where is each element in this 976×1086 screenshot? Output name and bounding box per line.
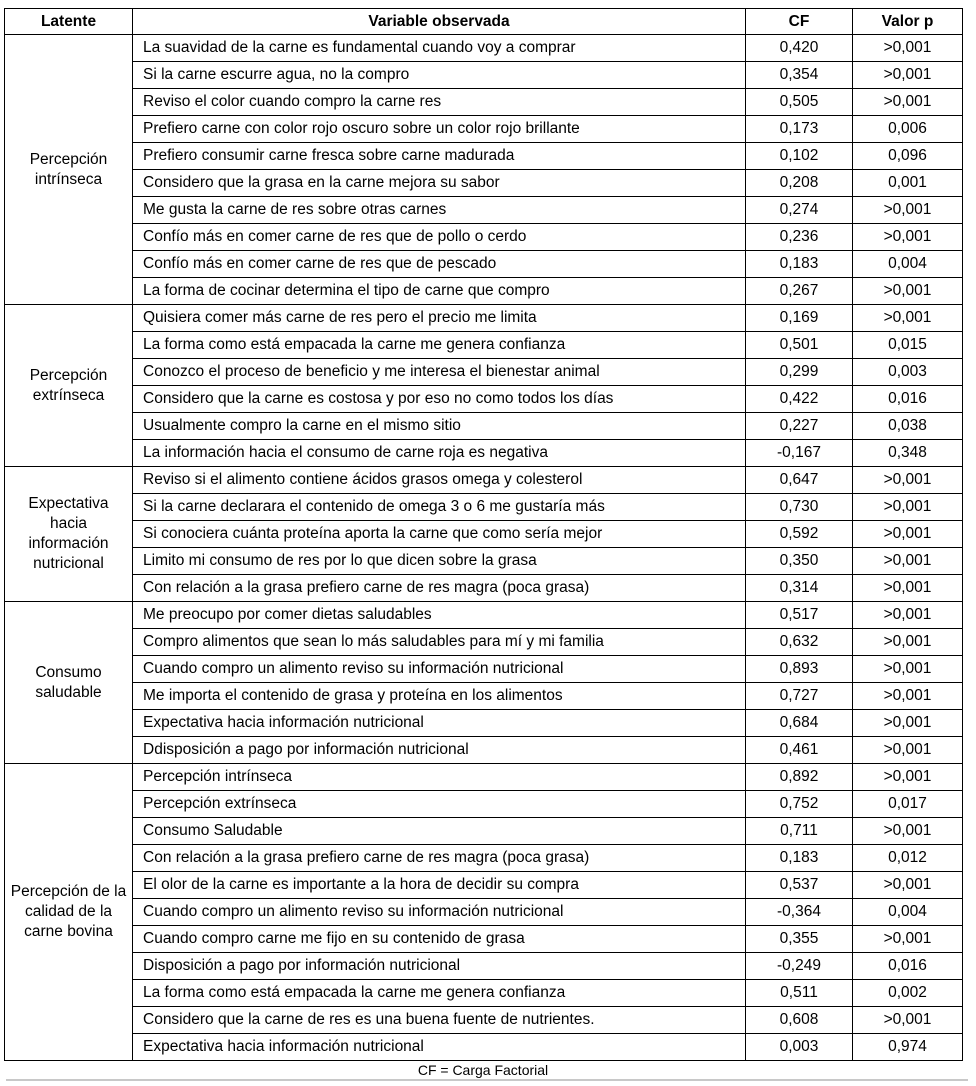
- cf-cell: 0,355: [746, 926, 853, 953]
- variable-cell: La forma como está empacada la carne me genera confianza: [133, 332, 746, 359]
- table-row: [5, 494, 963, 521]
- cf-cell: 0,501: [746, 332, 853, 359]
- variable-cell: Consumo Saludable: [133, 818, 746, 845]
- cf-cell: 0,647: [746, 467, 853, 494]
- variable-cell: Me importa el contenido de grasa y proteína en los alimentos: [133, 683, 746, 710]
- latent-cell: Percepción de la calidad de la carne bovina: [5, 764, 133, 1061]
- variable-cell: Limito mi consumo de res por lo que dicen sobre la grasa: [133, 548, 746, 575]
- table-row: [5, 89, 963, 116]
- cf-cell: 0,752: [746, 791, 853, 818]
- p-value-cell: >0,001: [853, 89, 963, 116]
- cf-cell: -0,249: [746, 953, 853, 980]
- variable-cell: Si la carne declarara el contenido de omega 3 o 6 me gustaría más: [133, 494, 746, 521]
- table-row: [5, 548, 963, 575]
- cf-cell: 0,730: [746, 494, 853, 521]
- table-row: [5, 278, 963, 305]
- table-row: [5, 1034, 963, 1061]
- cf-cell: 0,003: [746, 1034, 853, 1061]
- variable-cell: Prefiero consumir carne fresca sobre carne madurada: [133, 143, 746, 170]
- cf-cell: 0,354: [746, 62, 853, 89]
- p-value-cell: 0,016: [853, 386, 963, 413]
- variable-cell: Considero que la carne de res es una buena fuente de nutrientes.: [133, 1007, 746, 1034]
- factor-loadings-table: [4, 8, 963, 1061]
- cf-cell: -0,167: [746, 440, 853, 467]
- table-row: [5, 143, 963, 170]
- variable-cell: La información hacia el consumo de carne roja es negativa: [133, 440, 746, 467]
- cf-cell: 0,511: [746, 980, 853, 1007]
- p-value-cell: 0,002: [853, 980, 963, 1007]
- header-variable: Variable observada: [133, 9, 746, 35]
- table-row: [5, 764, 963, 791]
- variable-cell: Cuando compro un alimento reviso su información nutricional: [133, 656, 746, 683]
- variable-cell: Disposición a pago por información nutricional: [133, 953, 746, 980]
- table-row: [5, 791, 963, 818]
- variable-cell: Conozco el proceso de beneficio y me interesa el bienestar animal: [133, 359, 746, 386]
- p-value-cell: >0,001: [853, 197, 963, 224]
- cf-cell: 0,592: [746, 521, 853, 548]
- table-row: [5, 602, 963, 629]
- table-row: [5, 224, 963, 251]
- cf-cell: 0,227: [746, 413, 853, 440]
- cf-cell: 0,711: [746, 818, 853, 845]
- latent-cell: Percepción intrínseca: [5, 35, 133, 305]
- latent-cell: Percepción extrínseca: [5, 305, 133, 467]
- cf-cell: 0,684: [746, 710, 853, 737]
- table-row: [5, 818, 963, 845]
- p-value-cell: >0,001: [853, 1007, 963, 1034]
- variable-cell: Usualmente compro la carne en el mismo sitio: [133, 413, 746, 440]
- latent-cell: Expectativa hacia información nutricional: [5, 467, 133, 602]
- p-value-cell: >0,001: [853, 467, 963, 494]
- p-value-cell: >0,001: [853, 926, 963, 953]
- table-row: [5, 251, 963, 278]
- table-row: [5, 467, 963, 494]
- cf-cell: 0,420: [746, 35, 853, 62]
- variable-cell: Con relación a la grasa prefiero carne de res magra (poca grasa): [133, 575, 746, 602]
- variable-cell: Expectativa hacia información nutricional: [133, 710, 746, 737]
- table-row: [5, 170, 963, 197]
- p-value-cell: 0,017: [853, 791, 963, 818]
- table-row: [5, 629, 963, 656]
- p-value-cell: 0,348: [853, 440, 963, 467]
- variable-cell: Quisiera comer más carne de res pero el precio me limita: [133, 305, 746, 332]
- p-value-cell: 0,038: [853, 413, 963, 440]
- table-row: [5, 521, 963, 548]
- variable-cell: Me gusta la carne de res sobre otras carnes: [133, 197, 746, 224]
- cf-cell: 0,299: [746, 359, 853, 386]
- divider: [6, 1079, 968, 1081]
- latent-cell: Consumo saludable: [5, 602, 133, 764]
- header-p-value: Valor p: [853, 9, 963, 35]
- p-value-cell: 0,012: [853, 845, 963, 872]
- variable-cell: Cuando compro carne me fijo en su contenido de grasa: [133, 926, 746, 953]
- variable-cell: Reviso si el alimento contiene ácidos grasos omega y colesterol: [133, 467, 746, 494]
- p-value-cell: >0,001: [853, 656, 963, 683]
- table-row: [5, 116, 963, 143]
- variable-cell: La suavidad de la carne es fundamental cuando voy a comprar: [133, 35, 746, 62]
- table-row: [5, 710, 963, 737]
- cf-cell: 0,267: [746, 278, 853, 305]
- p-value-cell: >0,001: [853, 62, 963, 89]
- cf-cell: 0,183: [746, 251, 853, 278]
- cf-cell: 0,350: [746, 548, 853, 575]
- variable-cell: Me preocupo por comer dietas saludables: [133, 602, 746, 629]
- p-value-cell: >0,001: [853, 764, 963, 791]
- table-row: [5, 386, 963, 413]
- p-value-cell: 0,001: [853, 170, 963, 197]
- p-value-cell: >0,001: [853, 683, 963, 710]
- cf-cell: 0,632: [746, 629, 853, 656]
- variable-cell: Si conociera cuánta proteína aporta la carne que como sería mejor: [133, 521, 746, 548]
- variable-cell: La forma de cocinar determina el tipo de carne que compro: [133, 278, 746, 305]
- p-value-cell: 0,096: [853, 143, 963, 170]
- variable-cell: Con relación a la grasa prefiero carne de res magra (poca grasa): [133, 845, 746, 872]
- header-cf: CF: [746, 9, 853, 35]
- p-value-cell: >0,001: [853, 629, 963, 656]
- table-row: [5, 332, 963, 359]
- cf-cell: 0,173: [746, 116, 853, 143]
- cf-cell: 0,727: [746, 683, 853, 710]
- p-value-cell: 0,004: [853, 899, 963, 926]
- table-row: [5, 1007, 963, 1034]
- cf-cell: 0,169: [746, 305, 853, 332]
- table-row: [5, 899, 963, 926]
- table-row: [5, 980, 963, 1007]
- cf-cell: 0,236: [746, 224, 853, 251]
- header-latent: Latente: [5, 9, 133, 35]
- table-row: [5, 62, 963, 89]
- cf-cell: 0,893: [746, 656, 853, 683]
- table-row: [5, 305, 963, 332]
- p-value-cell: >0,001: [853, 602, 963, 629]
- table-row: [5, 575, 963, 602]
- p-value-cell: 0,003: [853, 359, 963, 386]
- table-row: [5, 656, 963, 683]
- variable-cell: Considero que la carne es costosa y por eso no como todos los días: [133, 386, 746, 413]
- table-row: [5, 359, 963, 386]
- p-value-cell: >0,001: [853, 494, 963, 521]
- p-value-cell: >0,001: [853, 35, 963, 62]
- p-value-cell: >0,001: [853, 872, 963, 899]
- cf-cell: 0,314: [746, 575, 853, 602]
- variable-cell: Prefiero carne con color rojo oscuro sobre un color rojo brillante: [133, 116, 746, 143]
- variable-cell: Confío más en comer carne de res que de pescado: [133, 251, 746, 278]
- table-body: [5, 35, 963, 1061]
- table-row: [5, 413, 963, 440]
- p-value-cell: >0,001: [853, 710, 963, 737]
- variable-cell: Percepción intrínseca: [133, 764, 746, 791]
- cf-cell: 0,608: [746, 1007, 853, 1034]
- variable-cell: Expectativa hacia información nutricional: [133, 1034, 746, 1061]
- cf-cell: 0,461: [746, 737, 853, 764]
- cf-cell: 0,505: [746, 89, 853, 116]
- p-value-cell: 0,016: [853, 953, 963, 980]
- table-row: [5, 197, 963, 224]
- cf-cell: -0,364: [746, 899, 853, 926]
- table-row: [5, 440, 963, 467]
- table-row: [5, 926, 963, 953]
- table-row: [5, 35, 963, 62]
- variable-cell: Considero que la grasa en la carne mejora su sabor: [133, 170, 746, 197]
- cf-cell: 0,102: [746, 143, 853, 170]
- p-value-cell: >0,001: [853, 548, 963, 575]
- p-value-cell: >0,001: [853, 575, 963, 602]
- variable-cell: Confío más en comer carne de res que de pollo o cerdo: [133, 224, 746, 251]
- variable-cell: Si la carne escurre agua, no la compro: [133, 62, 746, 89]
- p-value-cell: 0,004: [853, 251, 963, 278]
- variable-cell: El olor de la carne es importante a la hora de decidir su compra: [133, 872, 746, 899]
- p-value-cell: >0,001: [853, 737, 963, 764]
- table-row: [5, 683, 963, 710]
- cf-cell: 0,274: [746, 197, 853, 224]
- table-row: [5, 953, 963, 980]
- variable-cell: Reviso el color cuando compro la carne res: [133, 89, 746, 116]
- p-value-cell: >0,001: [853, 224, 963, 251]
- p-value-cell: >0,001: [853, 521, 963, 548]
- p-value-cell: 0,015: [853, 332, 963, 359]
- variable-cell: La forma como está empacada la carne me genera confianza: [133, 980, 746, 1007]
- p-value-cell: >0,001: [853, 278, 963, 305]
- cf-cell: 0,422: [746, 386, 853, 413]
- p-value-cell: 0,006: [853, 116, 963, 143]
- table-row: [5, 872, 963, 899]
- header-row: [5, 9, 963, 35]
- p-value-cell: >0,001: [853, 818, 963, 845]
- p-value-cell: 0,974: [853, 1034, 963, 1061]
- table-caption: CF = Carga Factorial: [417, 1062, 549, 1078]
- variable-cell: Percepción extrínseca: [133, 791, 746, 818]
- table-row: [5, 737, 963, 764]
- cf-cell: 0,517: [746, 602, 853, 629]
- cf-cell: 0,537: [746, 872, 853, 899]
- cf-cell: 0,208: [746, 170, 853, 197]
- table-row: [5, 845, 963, 872]
- variable-cell: Compro alimentos que sean lo más saludables para mí y mi familia: [133, 629, 746, 656]
- variable-cell: Cuando compro un alimento reviso su información nutricional: [133, 899, 746, 926]
- cf-cell: 0,183: [746, 845, 853, 872]
- p-value-cell: >0,001: [853, 305, 963, 332]
- variable-cell: Ddisposición a pago por información nutricional: [133, 737, 746, 764]
- cf-cell: 0,892: [746, 764, 853, 791]
